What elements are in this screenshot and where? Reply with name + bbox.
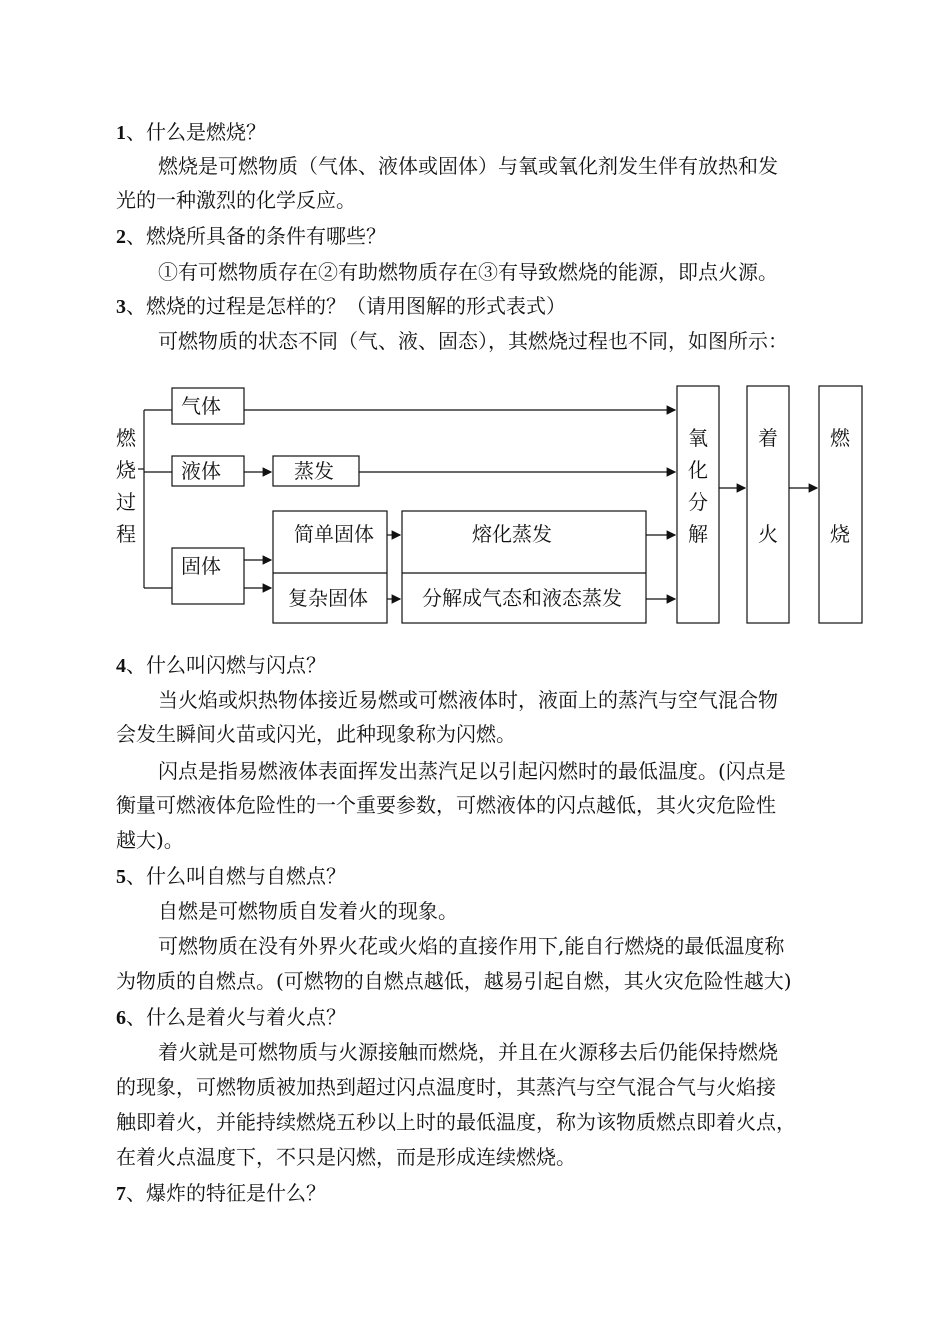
- answer-6-line-4: 在着火点温度下，不只是闪燃，而是形成连续燃烧。: [116, 1145, 576, 1169]
- question-3-heading: 3、燃烧的过程是怎样的？（请用图解的形式表式）: [116, 294, 566, 318]
- answer-4-line-5: 越大)。: [116, 828, 184, 852]
- question-1-heading: 1、什么是燃烧？: [116, 120, 266, 144]
- question-2-heading: 2、燃烧所具备的条件有哪些？: [116, 224, 386, 248]
- answer-5-line-3: 为物质的自燃点。(可燃物的自燃点越低，越易引起自燃，其火灾危险性越大): [116, 969, 792, 993]
- melt-evaporate-label: 熔化蒸发: [472, 522, 552, 546]
- decompose-label: 分解成气态和液态蒸发: [422, 586, 622, 610]
- svg-text:程: 程: [116, 522, 136, 546]
- answer-3-line-1: 可燃物质的状态不同（气、液、固态），其燃烧过程也不同，如图所示：: [158, 329, 788, 353]
- answer-6-line-2: 的现象，可燃物质被加热到超过闪点温度时，其蒸汽与空气混合气与火焰接: [116, 1075, 776, 1099]
- ignite-box: [747, 386, 789, 623]
- svg-text:着: 着: [758, 426, 778, 450]
- question-7-heading: 7、爆炸的特征是什么？: [116, 1181, 326, 1205]
- svg-text:化: 化: [688, 458, 708, 482]
- answer-4-line-1: 当火焰或炽热物体接近易燃或可燃液体时，液面上的蒸汽与空气混合物: [158, 688, 778, 712]
- complex-solid-label: 复杂固体: [288, 586, 368, 610]
- solid-label: 固体: [181, 554, 221, 578]
- liquid-label: 液体: [181, 459, 221, 483]
- svg-text:燃: 燃: [830, 426, 850, 450]
- ignite-label: [758, 426, 778, 546]
- answer-5-line-1: 自燃是可燃物质自发着火的现象。: [158, 899, 458, 923]
- answer-4-line-4: 衡量可燃液体危险性的一个重要参数，可燃液体的闪点越低，其火灾危险性: [116, 793, 776, 817]
- gas-label: 气体: [181, 394, 221, 418]
- answer-6-line-3: 触即着火，并能持续燃烧五秒以上时的最低温度，称为该物质燃点即着火点，: [116, 1110, 796, 1134]
- question-6-heading: 6、什么是着火与着火点？: [116, 1005, 346, 1029]
- combustion-process-diagram: [108, 380, 868, 630]
- answer-4-line-2: 会发生瞬间火苗或闪光，此种现象称为闪燃。: [116, 722, 516, 746]
- oxidize-label: [688, 426, 708, 546]
- svg-text:分: 分: [688, 490, 708, 514]
- burn-label: [830, 426, 851, 546]
- svg-text:火: 火: [758, 522, 778, 546]
- question-4-heading: 4、什么叫闪燃与闪点？: [116, 653, 326, 677]
- answer-1-line-1: 燃烧是可燃物质（气体、液体或固体）与氧或氧化剂发生伴有放热和发: [158, 154, 778, 178]
- answer-1-line-2: 光的一种激烈的化学反应。: [116, 188, 356, 212]
- bracket-lines: [138, 410, 172, 588]
- svg-text:解: 解: [688, 522, 708, 546]
- question-5-heading: 5、什么叫自燃与自燃点？: [116, 864, 346, 888]
- simple-solid-label: 简单固体: [294, 522, 374, 546]
- svg-text:烧: 烧: [116, 458, 136, 482]
- combustion-process-label: [116, 426, 137, 546]
- burn-box: [819, 386, 862, 623]
- answer-5-line-2: 可燃物质在没有外界火花或火焰的直接作用下,能自行燃烧的最低温度称: [158, 934, 785, 958]
- svg-text:氧: 氧: [688, 426, 708, 450]
- answer-2-line-1: ①有可燃物质存在②有助燃物质存在③有导致燃烧的能源，即点火源。: [158, 260, 778, 284]
- svg-text:烧: 烧: [830, 522, 850, 546]
- svg-text:燃: 燃: [116, 426, 136, 450]
- answer-6-line-1: 着火就是可燃物质与火源接触而燃烧，并且在火源移去后仍能保持燃烧: [158, 1040, 778, 1064]
- answer-4-line-3: 闪点是指易燃液体表面挥发出蒸汽足以引起闪燃时的最低温度。(闪点是: [158, 759, 786, 783]
- evaporate-label: 蒸发: [294, 459, 334, 483]
- svg-text:过: 过: [116, 490, 136, 514]
